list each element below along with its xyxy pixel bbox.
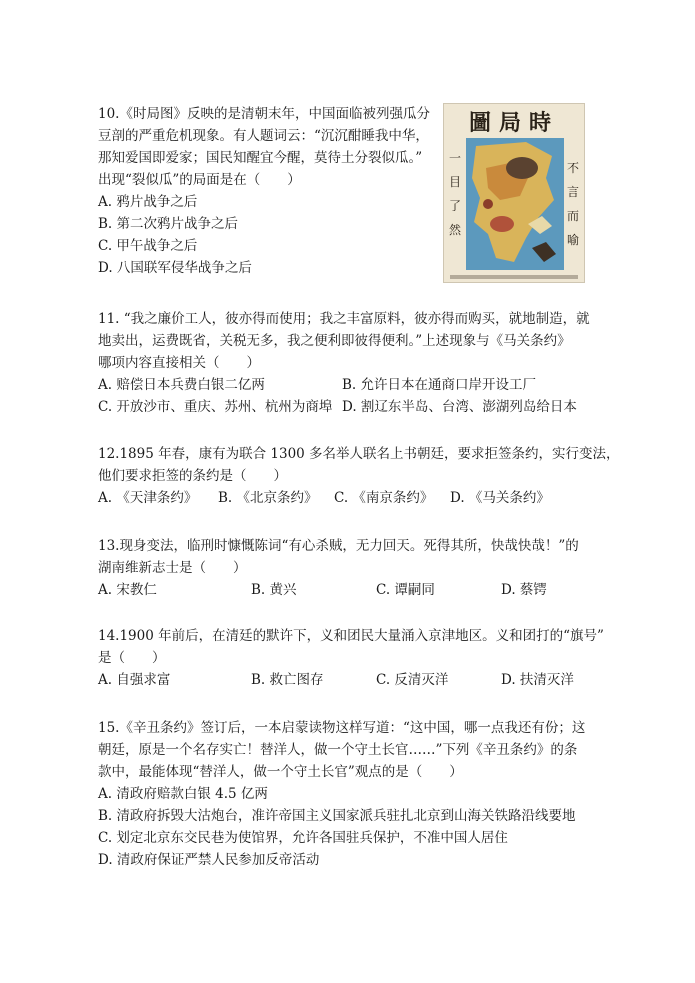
question-14-options [98,669,608,691]
question-13-line-1: 13.现身变法，临刑时慷慨陈词“有心杀贼，无力回天。死得其所，快哉快哉！”的 [98,538,579,554]
question-10-option-a: A. 鸦片战争之后 [98,194,198,210]
question-11-option-c: C. 开放沙市、重庆、苏州、杭州为商埠 [98,399,333,415]
question-11 [98,308,608,418]
question-15-option-b: B. 清政府拆毁大沽炮台，准许帝国主义国家派兵驻扎北京到山海关铁路沿线要地 [98,808,576,824]
question-11-line-3: 哪项内容直接相关（ ） [98,355,260,371]
question-13-option-c: C. 谭嗣同 [376,582,435,598]
question-15-option-d: D. 清政府保证严禁人民参加反帝活动 [98,852,320,868]
question-10-line-3: 那知爱国即爱家；国民知醒宜今醒，莫待土分裂似瓜。” [98,150,423,166]
question-12-option-a: A. 《天津条约》 [98,490,198,506]
question-10-option-c: C. 甲午战争之后 [98,238,198,254]
question-10-line-4: 出现“裂似瓜”的局面是在（ ） [98,172,301,188]
poster-map-illustration [466,138,564,270]
poster-left-text: 一目了然 [448,151,461,237]
question-14-line-1: 14.1900 年前后，在清廷的默许下，义和团民大量涌入京津地区。义和团打的“旗号” [98,628,604,644]
question-13-line-2: 湖南维新志士是（ ） [98,560,247,576]
map-illustration-svg [466,138,564,270]
question-12-options [98,487,608,509]
question-11-option-b: B. 允许日本在通商口岸开设工厂 [342,377,537,393]
question-13 [98,535,608,601]
question-12-line-2: 他们要求拒签的条约是（ ） [98,468,287,484]
poster-caption [450,275,578,279]
question-12-option-d: D. 《马关条约》 [450,490,550,506]
question-13-option-b: B. 黄兴 [251,582,297,598]
question-14-option-d: D. 扶清灭洋 [501,672,574,688]
question-15-line-3: 款中，最能体现“替洋人，做一个守土长官”观点的是（ ） [98,764,463,780]
question-13-options [98,579,608,601]
poster-title: 圖局時 [468,110,559,136]
question-15 [98,717,608,871]
question-11-options-row-2 [98,396,608,418]
question-11-option-d: D. 割辽东半岛、台湾、澎湖列岛给日本 [342,399,577,415]
question-14-option-b: B. 救亡图存 [251,672,324,688]
question-14-option-a: A. 自强求富 [98,672,171,688]
question-15-option-c: C. 划定北京东交民巷为使馆界，允许各国驻兵保护，不准中国人居住 [98,830,508,846]
question-14-line-2: 是（ ） [98,650,166,666]
question-12-option-b: B. 《北京条约》 [218,490,318,506]
poster-right-text: 不言而喻 [566,161,579,247]
question-15-line-1: 15.《辛丑条约》签订后，一本启蒙读物这样写道：“这中国，哪一点我还有份；这 [98,720,586,736]
question-14-option-c: C. 反清灭洋 [376,672,449,688]
question-11-option-a: A. 赔偿日本兵费白银二亿两 [98,377,265,393]
question-11-line-2: 地卖出，运费既省，关税无多，我之便利即彼得便利。”上述现象与《马关条约》 [98,333,571,349]
question-13-option-d: D. 蔡锷 [501,582,547,598]
question-12 [98,443,620,509]
question-15-option-a: A. 清政府赔款白银 4.5 亿两 [98,786,268,802]
question-11-line-1: 11. “我之廉价工人，彼亦得而使用；我之丰富原料，彼亦得而购买，就地制造，就 [98,311,590,327]
question-14 [98,625,608,691]
question-11-options-row-1 [98,374,608,396]
question-13-option-a: A. 宋教仁 [98,582,157,598]
question-15-line-2: 朝廷，原是一个名存实亡！替洋人，做一个守土长官……”下列《辛丑条约》的条 [98,742,578,758]
shiju-tu-poster [443,103,585,283]
question-10-option-d: D. 八国联军侵华战争之后 [98,260,252,276]
question-10-line-2: 豆剖的严重危机现象。有人题词云：“沉沉酣睡我中华， [98,128,429,144]
question-10-line-1: 10.《时局图》反映的是清朝末年，中国面临被列强瓜分 [98,106,430,122]
question-10-option-b: B. 第二次鸦片战争之后 [98,216,239,232]
question-12-option-c: C. 《南京条约》 [334,490,434,506]
question-12-line-1: 12.1895 年春，康有为联合 1300 多名举人联名上书朝廷，要求拒签条约，实行变法， [98,446,620,462]
